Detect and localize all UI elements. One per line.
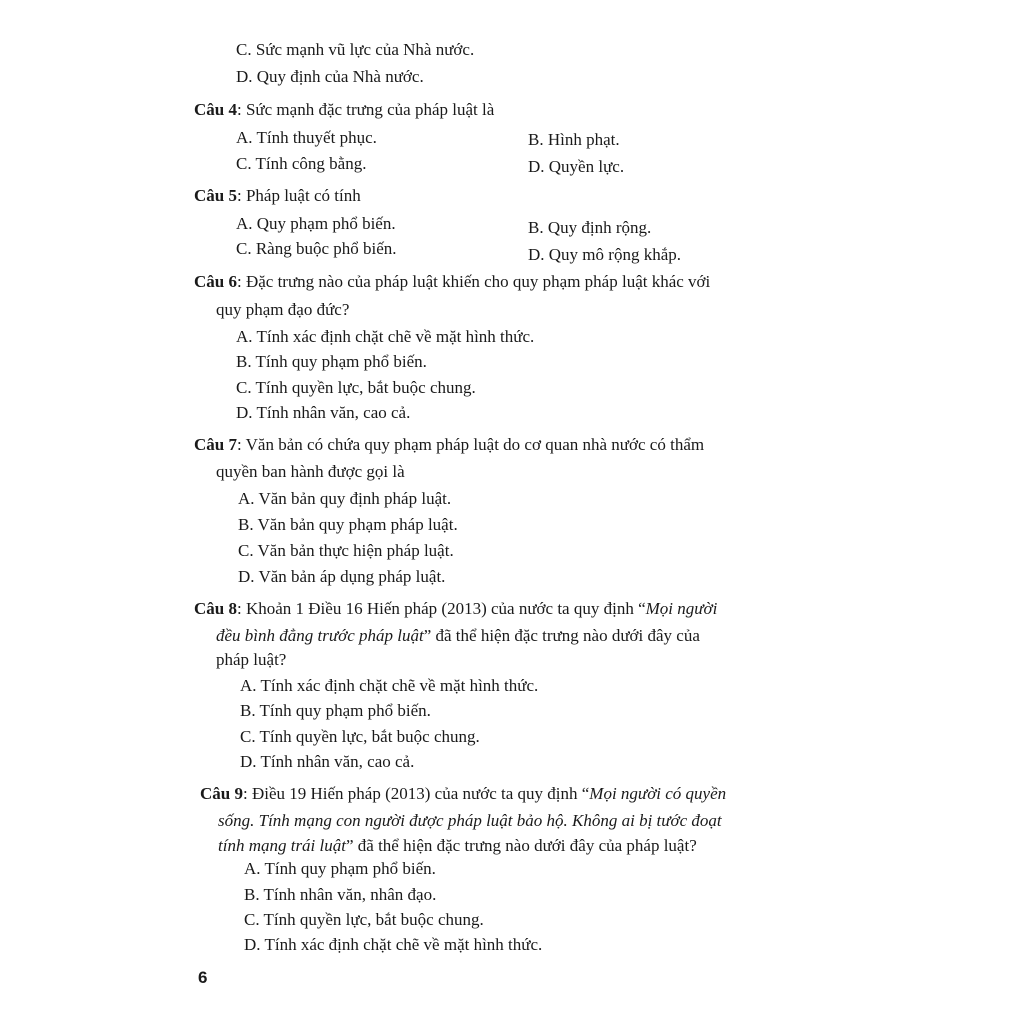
question-8-text-2: ” đã thể hiện đặc trưng nào dưới đây của [423,626,700,645]
question-5-stem [194,183,361,209]
question-9-text-1: : Điều 19 Hiến pháp (2013) của nước ta quy định “ [242,784,590,803]
question-7-option-a: A. Văn bản quy định pháp luật. [238,489,452,508]
question-7-option-c: C. Văn bản thực hiện pháp luật. [238,541,454,560]
question-4-option-d: D. Quyền lực. [528,157,625,176]
question-9-stem-line-2 [218,808,722,834]
question-7-stem-line-2: quyền ban hành được gọi là [216,462,405,481]
question-8-text-1: : Khoản 1 Điều 16 Hiến pháp (2013) của nước ta quy định “ [236,599,646,618]
question-6-option-c: C. Tính quyền lực, bắt buộc chung. [236,378,476,397]
question-5-option-a: A. Quy phạm phổ biến. [236,214,396,233]
question-9-text-3: ” đã thể hiện đặc trưng nào dưới đây của pháp luật? [345,836,697,855]
question-4-option-a: A. Tính thuyết phục. [236,128,377,147]
question-6-option-a: A. Tính xác định chặt chẽ về mặt hình thức. [236,327,535,346]
question-8-number: Câu 8 [194,599,237,618]
question-8-stem-line-1 [194,596,717,622]
question-5-number: Câu 5 [194,186,237,205]
question-5-option-d: D. Quy mô rộng khắp. [528,245,681,264]
question-6-option-b: B. Tính quy phạm phổ biến. [236,352,427,371]
page-number: 6 [198,968,208,987]
question-9-option-b: B. Tính nhân văn, nhân đạo. [244,885,437,904]
question-7-option-d: D. Văn bản áp dụng pháp luật. [238,567,446,586]
prev-option-c: C. Sức mạnh vũ lực của Nhà nước. [236,40,475,59]
question-9-quote-1: Mọi người có quyền [589,784,727,803]
question-6-stem-line-2: quy phạm đạo đức? [216,300,350,319]
question-5-option-c: C. Ràng buộc phổ biến. [236,239,397,258]
question-8-quote-2: đều bình đẳng trước pháp luật [216,626,424,645]
question-9-quote-3: tính mạng trái luật [218,836,346,855]
question-8-stem-line-3: pháp luật? [216,650,287,669]
question-4-text: : Sức mạnh đặc trưng của pháp luật là [236,100,495,119]
question-8-option-d: D. Tính nhân văn, cao cả. [240,752,415,771]
question-6-stem-line-1 [194,269,710,295]
question-8-option-a: A. Tính xác định chặt chẽ về mặt hình thức. [240,676,539,695]
question-9-option-a: A. Tính quy phạm phổ biến. [244,859,436,878]
question-4-option-b: B. Hình phạt. [528,130,620,149]
question-6-option-d: D. Tính nhân văn, cao cả. [236,403,411,422]
question-8-option-c: C. Tính quyền lực, bắt buộc chung. [240,727,480,746]
question-5-text: : Pháp luật có tính [236,186,361,205]
question-7-text-1: : Văn bản có chứa quy phạm pháp luật do cơ quan nhà nước có thẩm [236,435,705,454]
question-9-option-d: D. Tính xác định chặt chẽ về mặt hình thức. [244,935,543,954]
question-8-option-b: B. Tính quy phạm phổ biến. [240,701,431,720]
question-4-option-c: C. Tính công bằng. [236,154,367,173]
question-9-option-c: C. Tính quyền lực, bắt buộc chung. [244,910,484,929]
question-8-quote-1: Mọi người [645,599,718,618]
question-4-stem [194,97,494,123]
question-7-option-b: B. Văn bản quy phạm pháp luật. [238,515,458,534]
question-7-stem-line-1 [194,432,704,458]
question-6-text-1: : Đặc trưng nào của pháp luật khiến cho quy phạm pháp luật khác với [236,272,711,291]
question-4-number: Câu 4 [194,100,237,119]
question-5-option-b: B. Quy định rộng. [528,218,652,237]
question-9-number: Câu 9 [200,784,243,803]
question-7-number: Câu 7 [194,435,237,454]
prev-option-d: D. Quy định của Nhà nước. [236,67,424,86]
question-9-quote-2: sống. Tính mạng con người được pháp luật bảo hộ. Không ai bị tước đoạt [218,811,722,830]
question-9-stem-line-1 [200,781,726,807]
question-6-number: Câu 6 [194,272,237,291]
question-8-stem-line-2 [216,623,700,649]
